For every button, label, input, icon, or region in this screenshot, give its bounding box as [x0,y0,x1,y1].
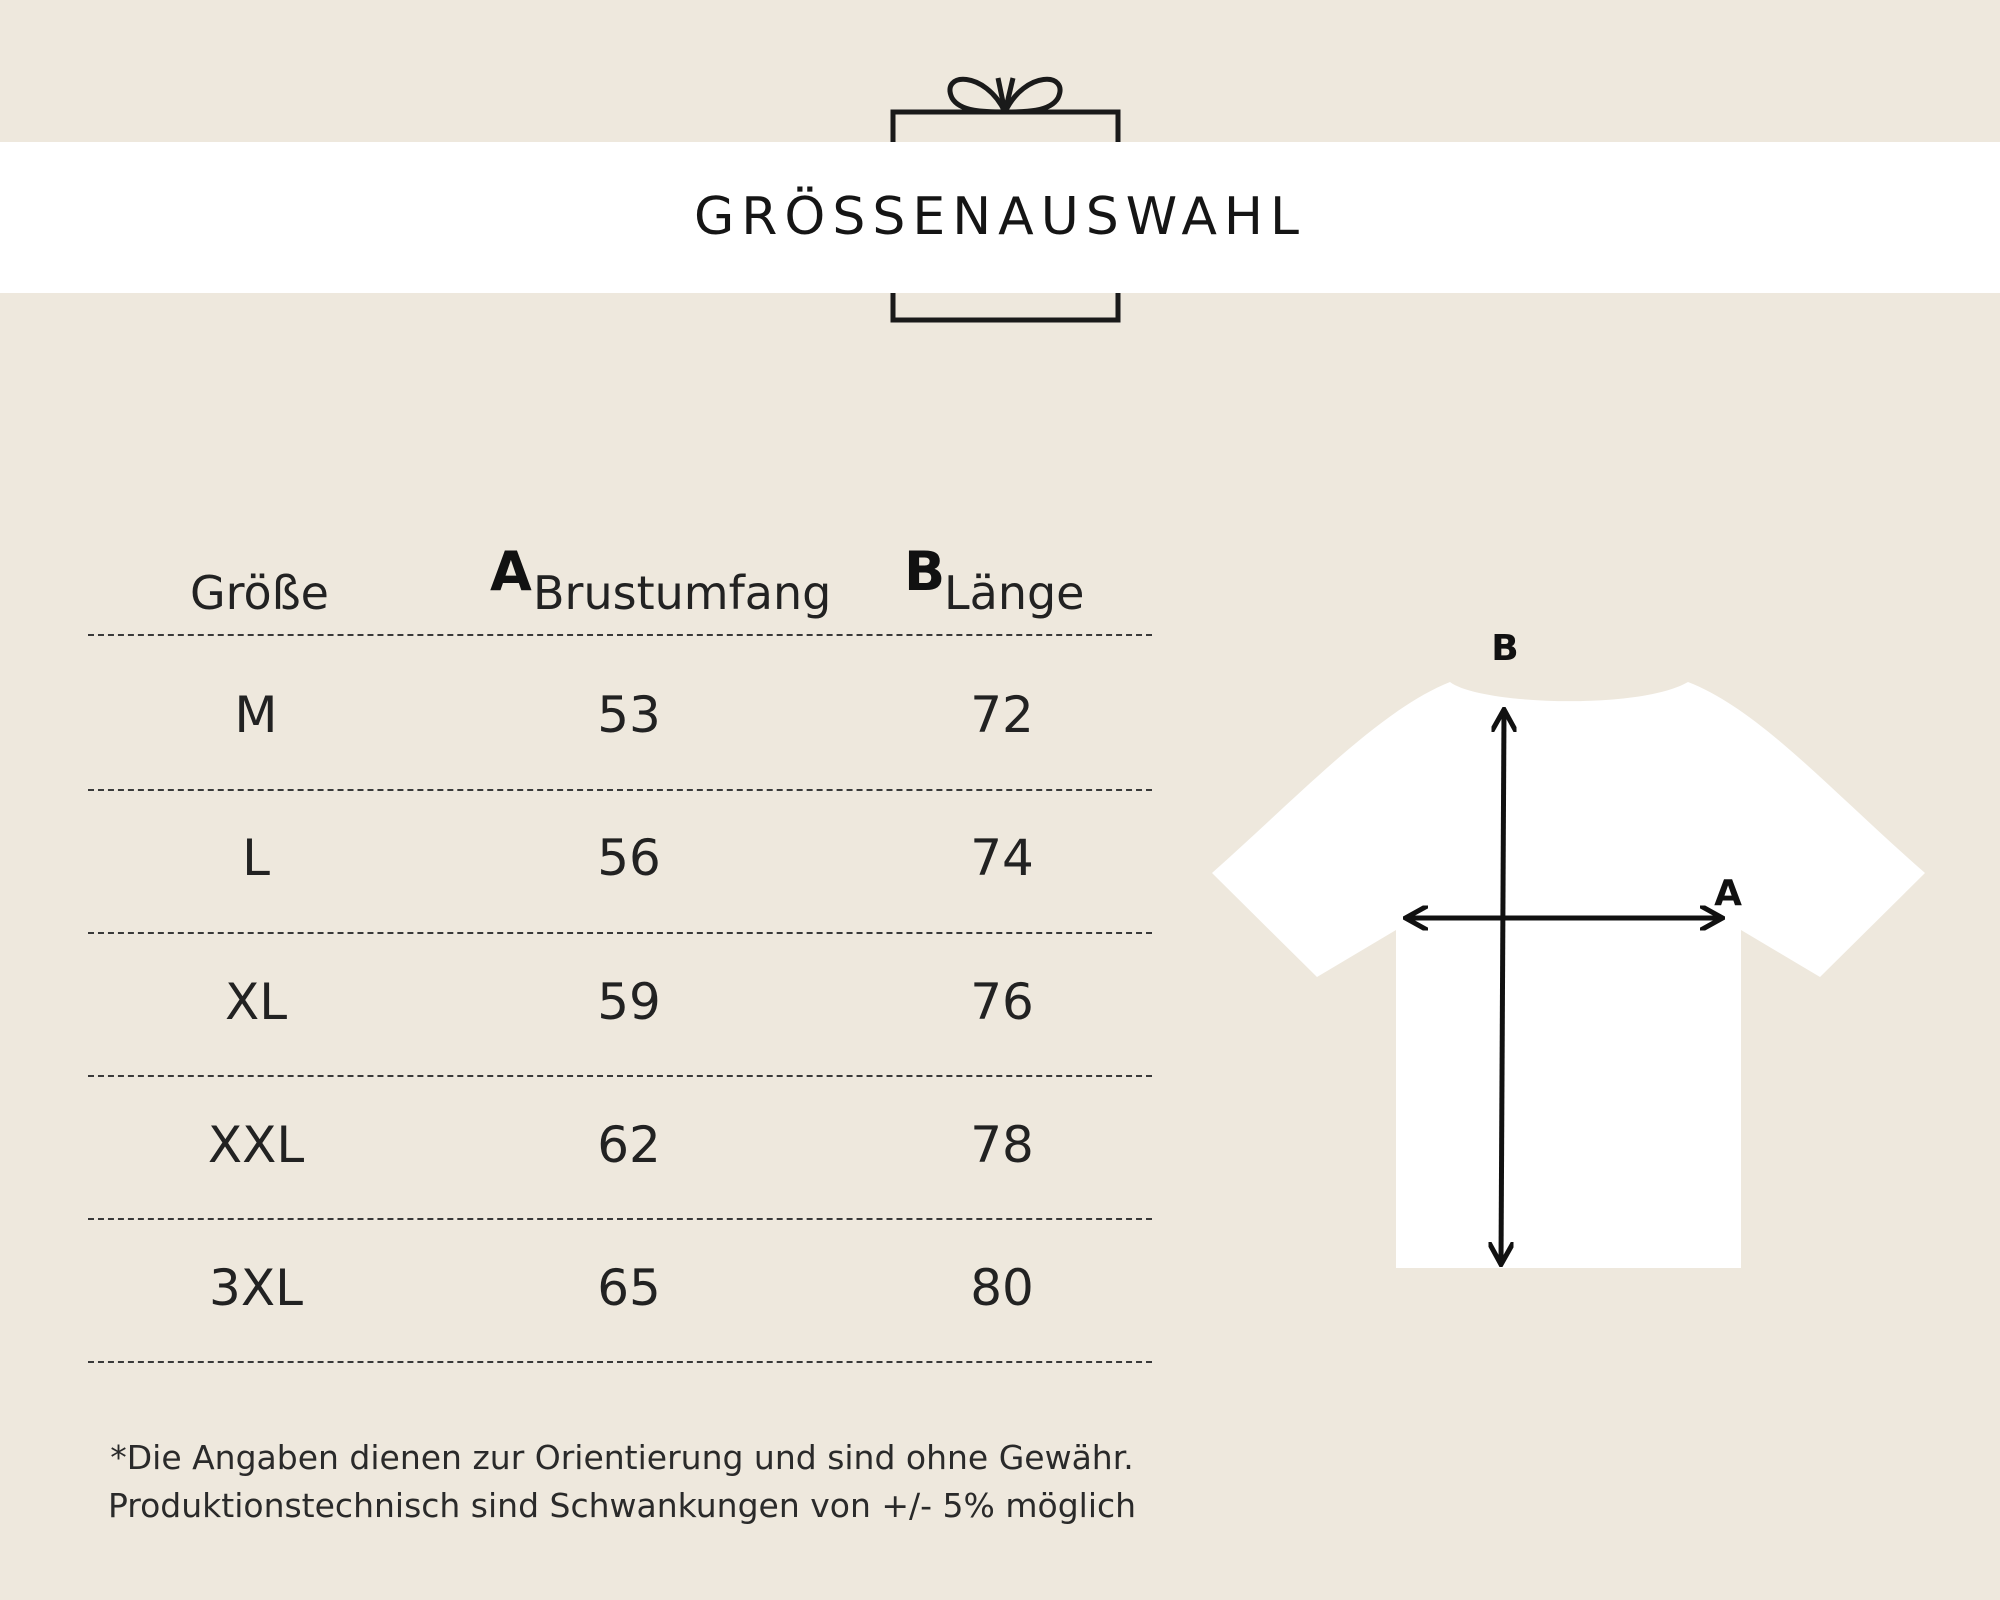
page-title: GRÖSSENAUSWAHL [694,187,1306,247]
cell-size: XXL [207,1116,305,1174]
cell-length: 80 [970,1259,1034,1317]
table-divider [88,1218,1152,1220]
cell-size: M [234,686,278,744]
footnote-line-2: Produktionstechnisch sind Schwankungen von +/- 5% möglich [107,1486,1137,1525]
diagram-label-a: A [1714,873,1742,914]
cell-length: 72 [970,686,1034,744]
table-divider [88,634,1152,636]
cell-chest: 65 [597,1259,661,1317]
cell-chest: 59 [597,973,661,1031]
cell-length: 74 [970,829,1034,887]
table-divider [88,789,1152,791]
cell-size: L [242,829,270,887]
cell-length: 76 [970,973,1034,1031]
table-divider [88,932,1152,934]
column-marker-a: A [490,540,532,603]
cell-chest: 56 [597,829,661,887]
table-divider [88,1361,1152,1363]
column-header-chest: Brustumfang [533,566,832,620]
cell-length: 78 [970,1116,1034,1174]
cell-size: XL [224,973,288,1031]
column-marker-b: B [904,540,946,603]
cell-chest: 62 [597,1116,661,1174]
column-header-size: Größe [190,566,329,620]
column-header-length: Länge [944,566,1085,620]
cell-chest: 53 [597,686,661,744]
cell-size: 3XL [209,1259,303,1317]
table-divider [88,1075,1152,1077]
tshirt-icon [1212,682,1925,1268]
diagram-label-b: B [1491,628,1519,669]
footnote-line-1: *Die Angaben dienen zur Orientierung und sind ohne Gewähr. [110,1438,1134,1477]
tshirt-diagram [1200,600,1940,1300]
